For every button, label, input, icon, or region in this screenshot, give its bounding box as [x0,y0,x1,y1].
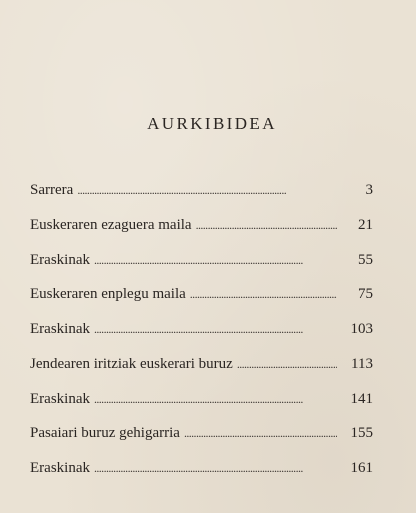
dot-leader [184,426,337,441]
toc-entry [30,252,373,287]
toc-entry-label: Eraskinak [30,251,90,268]
dot-leader [196,218,337,233]
toc-entry-page-number: 113 [351,355,373,372]
dot-leader [94,392,337,407]
toc-entry-page-number: 55 [358,251,373,268]
toc-entry-label: Euskeraren ezaguera maila [30,216,192,233]
toc-entry-label: Eraskinak [30,460,90,476]
toc-entry-label: Pasaiari buruz gehigarria [30,425,180,442]
dot-leader [94,322,337,337]
toc-entry [30,182,373,217]
table-of-contents [30,182,373,495]
toc-entry-label: Euskeraren enplegu maila [30,286,186,303]
dot-leader [190,287,337,302]
toc-entry-label: Jendearen iritziak euskerari buruz [30,355,233,372]
toc-entry [30,321,373,356]
toc-entry-page-number: 141 [350,390,373,407]
toc-entry-label: Eraskinak [30,390,90,407]
toc-entry [30,356,373,391]
toc-entry [30,460,373,495]
toc-entry-page-number: 155 [350,425,373,442]
toc-entry [30,425,373,460]
toc-entry-label: Sarrera [30,182,74,198]
toc-entry-page-number: 3 [365,182,373,198]
dot-leader [94,253,337,268]
toc-entry-page-number: 161 [350,460,373,476]
dot-leader [77,183,337,198]
toc-entry [30,286,373,321]
dot-leader [237,357,337,372]
toc-entry-page-number: 75 [358,286,373,303]
toc-entry-page-number: 103 [350,321,373,337]
toc-entry [30,391,373,426]
toc-entry [30,217,373,252]
toc-entry-label: Eraskinak [30,321,90,337]
dot-leader [94,461,337,476]
page-title: AURKIBIDEA [147,114,277,133]
toc-entry-page-number: 21 [358,216,373,233]
